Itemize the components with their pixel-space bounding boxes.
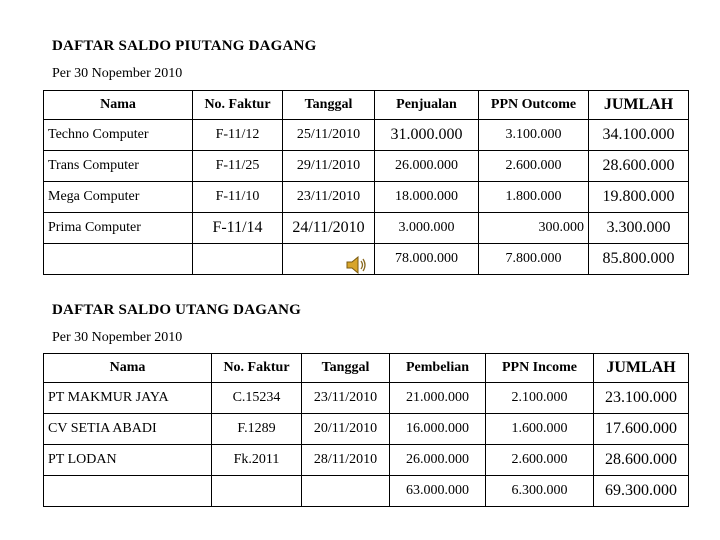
cell-penjualan: 31.000.000: [375, 120, 479, 151]
cell-nama: Prima Computer: [44, 213, 193, 244]
cell-tanggal: 23/11/2010: [283, 182, 375, 213]
col-header-no-faktur: No. Faktur: [212, 354, 302, 383]
cell-jumlah: 28.600.000: [594, 445, 689, 476]
cell-ppn: 300.000: [479, 213, 589, 244]
col-header-jumlah: JUMLAH: [589, 91, 689, 120]
cell-no-faktur: F-11/10: [193, 182, 283, 213]
cell-nama: Trans Computer: [44, 151, 193, 182]
cell-empty: [44, 476, 212, 507]
piutang-table: [43, 90, 689, 275]
cell-no-faktur: F.1289: [212, 414, 302, 445]
table-row: [44, 213, 689, 244]
total-ppn-income: 6.300.000: [486, 476, 594, 507]
cell-ppn: 2.100.000: [486, 383, 594, 414]
cell-jumlah: 34.100.000: [589, 120, 689, 151]
col-header-nama: Nama: [44, 91, 193, 120]
cell-ppn: 2.600.000: [486, 445, 594, 476]
cell-jumlah: 23.100.000: [594, 383, 689, 414]
cell-empty: [193, 244, 283, 275]
cell-tanggal: 25/11/2010: [283, 120, 375, 151]
cell-empty: [44, 244, 193, 275]
col-header-penjualan: Penjualan: [375, 91, 479, 120]
cell-tanggal: 28/11/2010: [302, 445, 390, 476]
cell-tanggal: 29/11/2010: [283, 151, 375, 182]
cell-no-faktur: C.15234: [212, 383, 302, 414]
cell-penjualan: 3.000.000: [375, 213, 479, 244]
piutang-title: DAFTAR SALDO PIUTANG DAGANG: [52, 38, 317, 54]
cell-no-faktur: F-11/12: [193, 120, 283, 151]
col-header-ppn-income: PPN Income: [486, 354, 594, 383]
total-jumlah: 85.800.000: [589, 244, 689, 275]
cell-ppn: 3.100.000: [479, 120, 589, 151]
cell-jumlah: 3.300.000: [589, 213, 689, 244]
cell-ppn: 1.600.000: [486, 414, 594, 445]
utang-table: [43, 353, 689, 507]
col-header-no-faktur: No. Faktur: [193, 91, 283, 120]
col-header-tanggal: Tanggal: [283, 91, 375, 120]
cell-empty: [212, 476, 302, 507]
cell-pembelian: 16.000.000: [390, 414, 486, 445]
cell-penjualan: 26.000.000: [375, 151, 479, 182]
table-row: [44, 120, 689, 151]
total-jumlah: 69.300.000: [594, 476, 689, 507]
total-pembelian: 63.000.000: [390, 476, 486, 507]
table-row: [44, 182, 689, 213]
cell-penjualan: 18.000.000: [375, 182, 479, 213]
cell-empty: [302, 476, 390, 507]
speaker-icon[interactable]: [346, 256, 368, 274]
table-row: [44, 383, 689, 414]
piutang-header-row: [44, 91, 689, 120]
utang-title: DAFTAR SALDO UTANG DAGANG: [52, 302, 302, 318]
cell-pembelian: 26.000.000: [390, 445, 486, 476]
cell-nama: CV SETIA ABADI: [44, 414, 212, 445]
col-header-pembelian: Pembelian: [390, 354, 486, 383]
utang-header-row: [44, 354, 689, 383]
cell-nama: Techno Computer: [44, 120, 193, 151]
table-row: [44, 445, 689, 476]
cell-nama: PT LODAN: [44, 445, 212, 476]
table-total-row: [44, 476, 689, 507]
cell-no-faktur: F-11/14: [193, 213, 283, 244]
cell-tanggal: 24/11/2010: [283, 213, 375, 244]
col-header-nama: Nama: [44, 354, 212, 383]
cell-tanggal: 20/11/2010: [302, 414, 390, 445]
col-header-tanggal: Tanggal: [302, 354, 390, 383]
cell-tanggal: 23/11/2010: [302, 383, 390, 414]
total-penjualan: 78.000.000: [375, 244, 479, 275]
table-row: [44, 151, 689, 182]
table-row: [44, 414, 689, 445]
cell-jumlah: 17.600.000: [594, 414, 689, 445]
cell-ppn: 1.800.000: [479, 182, 589, 213]
cell-no-faktur: Fk.2011: [212, 445, 302, 476]
cell-ppn: 2.600.000: [479, 151, 589, 182]
cell-jumlah: 28.600.000: [589, 151, 689, 182]
piutang-subtitle: Per 30 Nopember 2010: [52, 66, 183, 81]
total-ppn-outcome: 7.800.000: [479, 244, 589, 275]
cell-nama: Mega Computer: [44, 182, 193, 213]
cell-nama: PT MAKMUR JAYA: [44, 383, 212, 414]
col-header-ppn-outcome: PPN Outcome: [479, 91, 589, 120]
cell-no-faktur: F-11/25: [193, 151, 283, 182]
cell-pembelian: 21.000.000: [390, 383, 486, 414]
col-header-jumlah: JUMLAH: [594, 354, 689, 383]
utang-subtitle: Per 30 Nopember 2010: [52, 330, 183, 345]
cell-jumlah: 19.800.000: [589, 182, 689, 213]
